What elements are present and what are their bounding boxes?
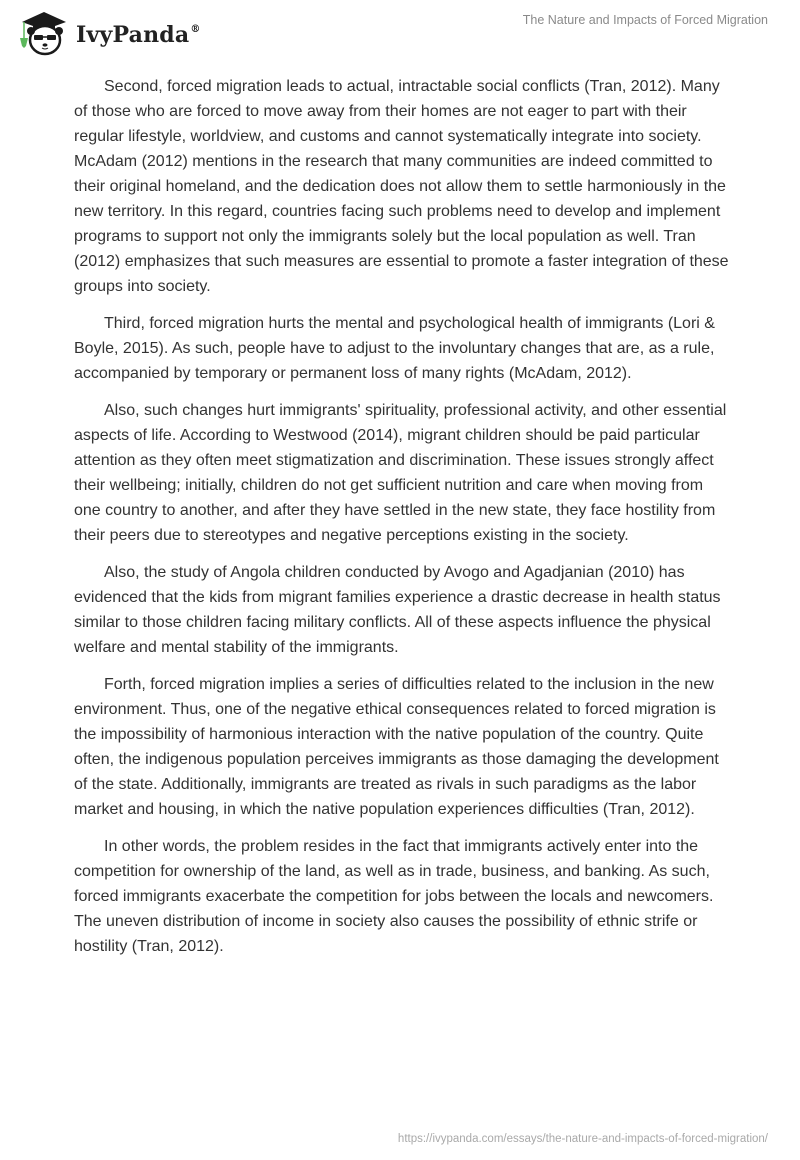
paragraph: Also, the study of Angola children conducted by Avogo and Agadjanian (2010) has evidenced that the kids from migrant families experience a drastic decrease in health status similar to those children facing military conflicts. All of these aspects influence the physical welfare and mental stability of the immigrants. — [74, 564, 721, 656]
document-title: The Nature and Impacts of Forced Migration — [522, 13, 768, 27]
paragraph: Forth, forced migration implies a series of difficulties related to the inclusion in the new environment. Thus, one of the negative ethical consequences related to forced migration is the impossibility of harmonious interaction with the native population of the country. Quite often, the indigenous population perceives immigrants as those damaging the development of the state. Additionally, immigrants are treated as rivals in such paradigms as the labor market and housing, in which the native population experiences difficulties (Tran, 2012). — [74, 676, 719, 818]
brand-logo[interactable] — [16, 8, 201, 58]
source-url[interactable]: https://ivypanda.com/essays/the-nature-and-impacts-of-forced-migration/ — [397, 1133, 768, 1145]
brand-name: IvyPanda® — [76, 22, 201, 48]
essay-body — [74, 74, 734, 971]
paragraph: Also, such changes hurt immigrants' spirituality, professional activity, and other essential aspects of life. According to Westwood (2014), migrant children should be paid particular attention as they often meet stigmatization and discrimination. These issues strongly affect their wellbeing; initially, children do not get sufficient nutrition and care when moving from one country to another, and after they have settled in the new state, they face hostility from their peers due to stereotypes and negative perceptions existing in the society. — [74, 402, 727, 544]
paragraph: In other words, the problem resides in the fact that immigrants actively enter into the competition for ownership of the land, as well as in trade, business, and banking. As such, forced immigrants exacerbate the competition for jobs between the locals and newcomers. The uneven distribution of income in society also causes the possibility of ethnic strife or hostility (Tran, 2012). — [74, 838, 714, 955]
panda-graduate-icon — [16, 8, 72, 58]
paragraph: Third, forced migration hurts the mental and psychological health of immigrants (Lori & Boyle, 2015). As such, people have to adjust to the involuntary changes that are, as a rule, accompanied by temporary or permanent loss of many rights (McAdam, 2012). — [74, 315, 715, 382]
paragraph: Second, forced migration leads to actual, intractable social conflicts (Tran, 2012). Many of those who are forced to move away from their homes are not eager to part with their regular lifestyle, worldview, and customs and cannot systematically integrate into society. McAdam (2012) mentions in the research that many communities are indeed committed to their original homeland, and the dedication does not allow them to settle harmoniously in the new territory. In this regard, countries facing such problems need to develop and implement programs to support not only the immigrants solely but the local population as well. Tran (2012) emphasizes that such measures are essential to promote a faster integration of these groups into society. — [74, 78, 729, 295]
page-header — [0, 0, 800, 60]
